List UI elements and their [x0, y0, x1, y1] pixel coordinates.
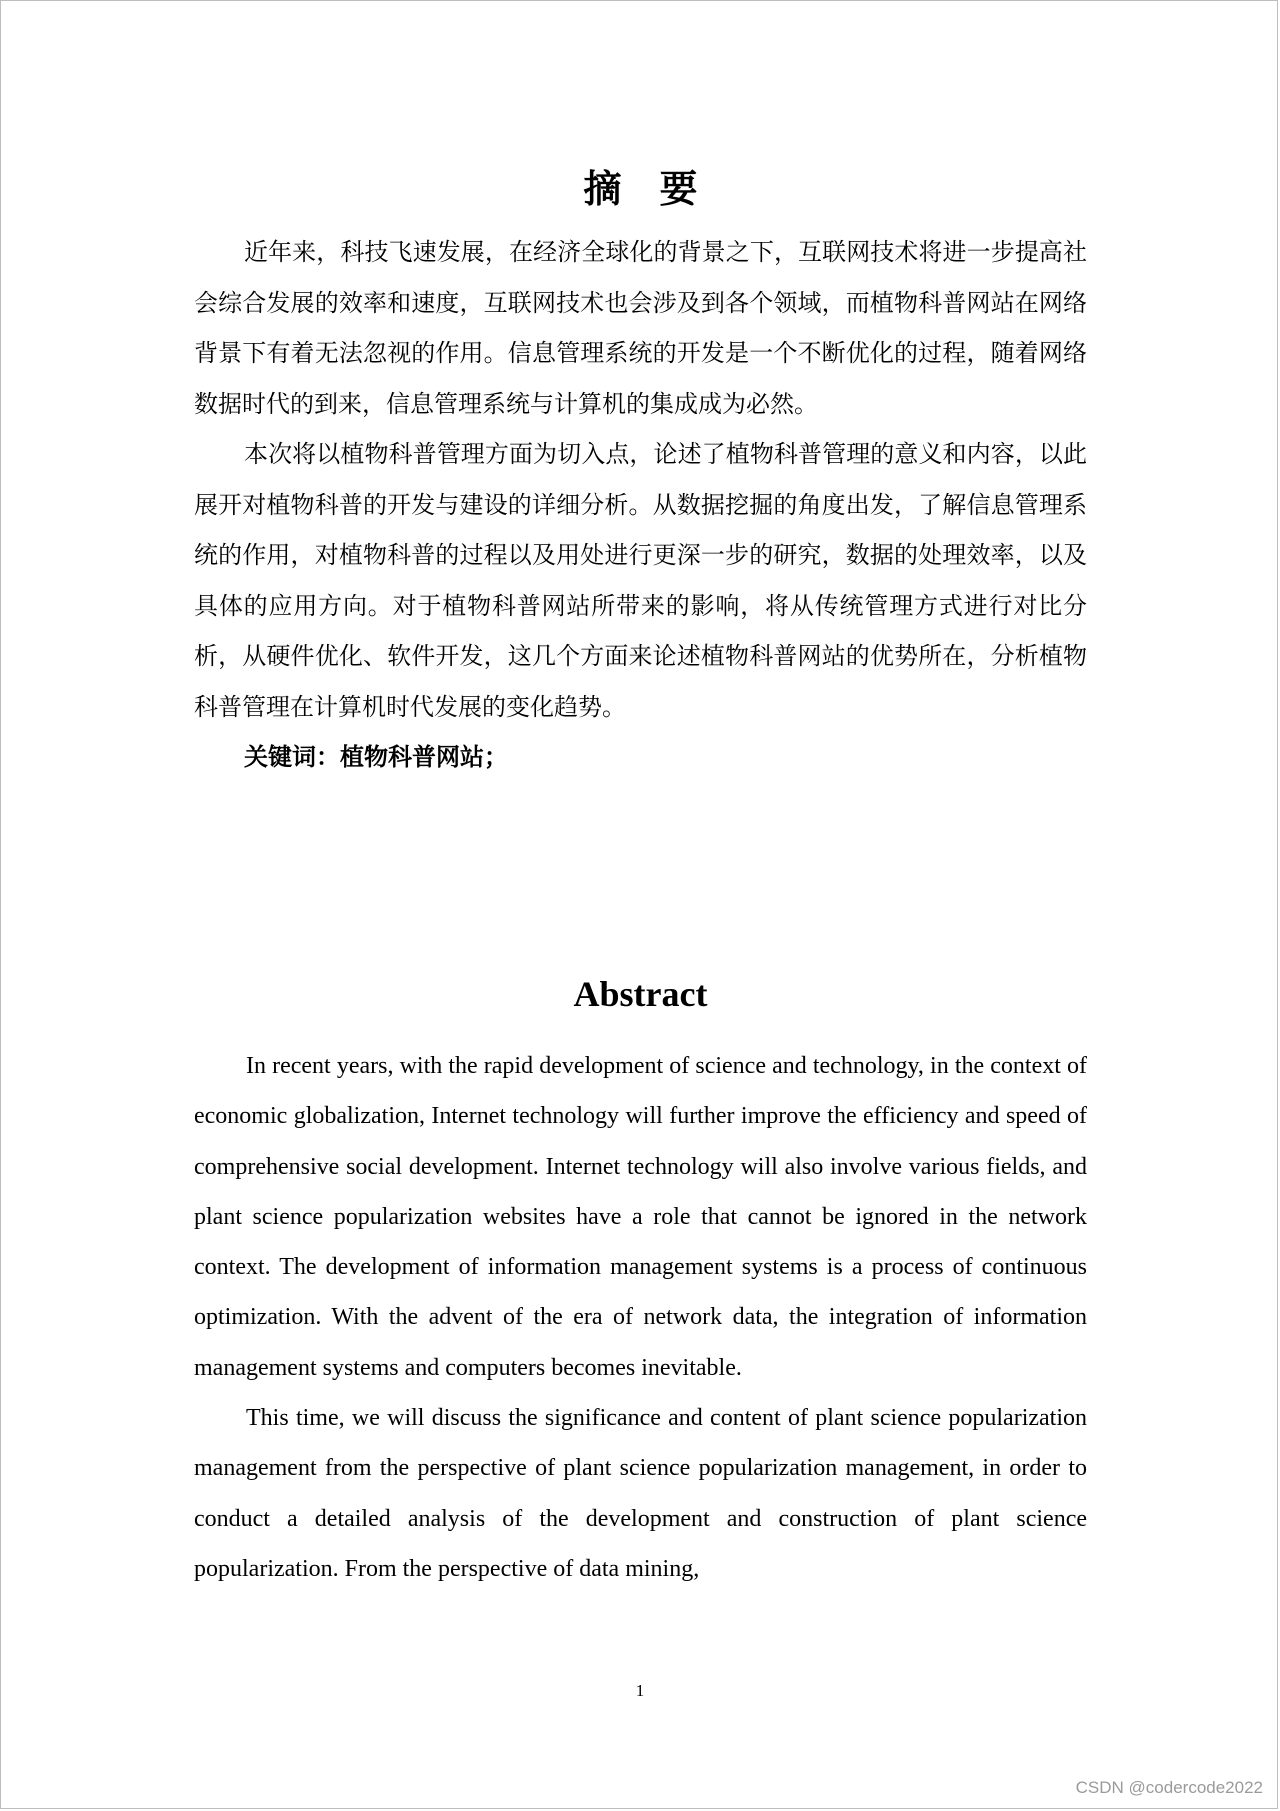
- title-char-1: 摘: [583, 166, 622, 211]
- title-char-2: 要: [659, 166, 698, 211]
- chinese-paragraph-2: 本次将以植物科普管理方面为切入点，论述了植物科普管理的意义和内容，以此展开对植物科普的开发与建设的详细分析。从数据挖掘的角度出发，了解信息管理系统的作用，对植物科普的过程以及用处进行更深一步的研究，数据的处理效率，以及具体的应用方向。对于植物科普网站所带来的影响，将从传统管理方式进行对比分析，从硬件优化、软件开发，这几个方面来论述植物科普网站的优势所在，分析植物科普管理在计算机时代发展的变化趋势。: [194, 440, 1087, 721]
- chinese-abstract-title: [194, 161, 1087, 217]
- csdn-watermark: CSDN @codercode2022: [1075, 1778, 1263, 1797]
- page-content: [194, 161, 1087, 1582]
- english-paragraph-2: This time, we will discuss the significance and content of plant science popularization management from the perspective of plant science popularization management, in order to conduct a detailed analysis of the development and construction of plant science popularization. From the perspective of data mining,: [194, 1405, 1087, 1582]
- page-number: 1: [635, 1681, 645, 1700]
- english-paragraph-1: In recent years, with the rapid development of science and technology, in the context of economic globalization, Internet technology will further improve the efficiency and speed of comprehensive social development. Internet technology will also involve various fields, and plant science popularization websites have a role that cannot be ignored in the network context. The development of information management systems is a process of continuous optimization. With the advent of the era of network data, the integration of information management systems and computers becomes inevitable.: [194, 1053, 1087, 1381]
- chinese-paragraph-1: 近年来，科技飞速发展，在经济全球化的背景之下，互联网技术将进一步提高社会综合发展的效率和速度，互联网技术也会涉及到各个领域，而植物科普网站在网络背景下有着无法忽视的作用。信息管理系统的开发是一个不断优化的过程，随着网络数据时代的到来，信息管理系统与计算机的集成成为必然。: [194, 238, 1087, 418]
- english-abstract-body: [194, 1041, 1087, 1594]
- english-abstract-title: Abstract: [573, 974, 708, 1014]
- chinese-keywords: 关键词：植物科普网站；: [244, 743, 508, 771]
